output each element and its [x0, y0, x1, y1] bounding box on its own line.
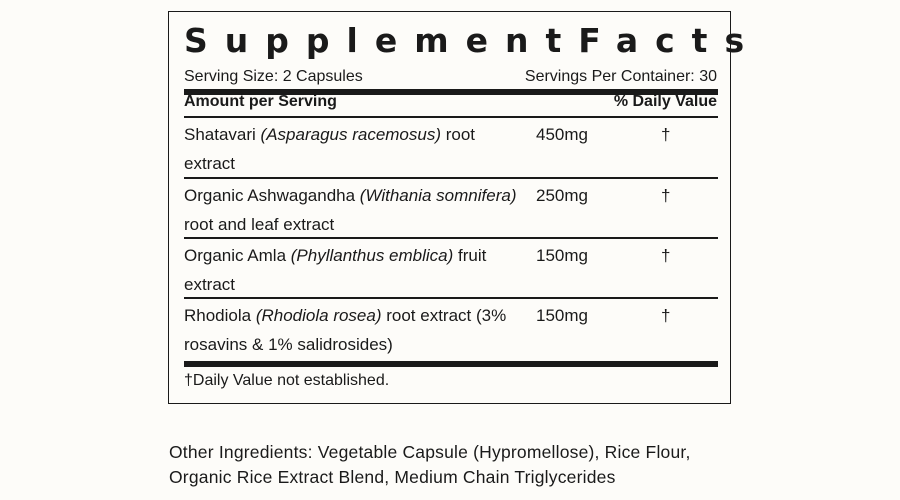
- daily-value-header: % Daily Value: [613, 93, 717, 110]
- daily-value-footnote: †Daily Value not established.: [184, 372, 390, 389]
- serving-info: [184, 67, 717, 87]
- title-word-facts: Facts: [578, 20, 762, 60]
- column-header-row: [184, 92, 717, 112]
- ingredient-amount: 150mg: [536, 246, 588, 265]
- servings-per-container: Servings Per Container: 30: [524, 68, 717, 85]
- ingredient-amount: 150mg: [536, 306, 588, 325]
- supplement-facts-panel: [168, 11, 762, 404]
- ingredient-daily-value: †: [661, 186, 671, 205]
- amount-per-serving-header: Amount per Serving: [184, 93, 337, 110]
- ingredient-daily-value: †: [661, 306, 671, 325]
- ingredient-name: Rhodiola (Rhodiola rosea) root extract (3% rosavins & 1% salidrosides): [184, 306, 507, 354]
- ingredient-row: [184, 118, 718, 178]
- ingredient-row: [184, 239, 718, 299]
- panel-title: [184, 16, 762, 64]
- ingredient-name: Shatavari (Asparagus racemosus) root extract: [184, 125, 476, 173]
- ingredient-row: [184, 299, 718, 359]
- ingredient-amount: 250mg: [536, 186, 588, 205]
- ingredient-daily-value: †: [661, 246, 671, 265]
- ingredient-daily-value: †: [661, 125, 671, 144]
- title-word-supplement: Supplement: [184, 20, 579, 60]
- ingredient-row: [184, 179, 718, 239]
- serving-size: Serving Size: 2 Capsules: [184, 68, 363, 85]
- ingredient-amount: 450mg: [536, 125, 588, 144]
- ingredient-name: Organic Amla (Phyllanthus emblica) fruit extract: [184, 246, 487, 294]
- other-ingredients-text: Other Ingredients: Vegetable Capsule (Hypromellose), Rice Flour, Organic Rice Extract Blend, Medium Chain Triglycerides: [169, 442, 691, 487]
- bottom-thick-rule: [184, 361, 718, 367]
- ingredient-name: Organic Ashwagandha (Withania somnifera) root and leaf extract: [184, 186, 517, 234]
